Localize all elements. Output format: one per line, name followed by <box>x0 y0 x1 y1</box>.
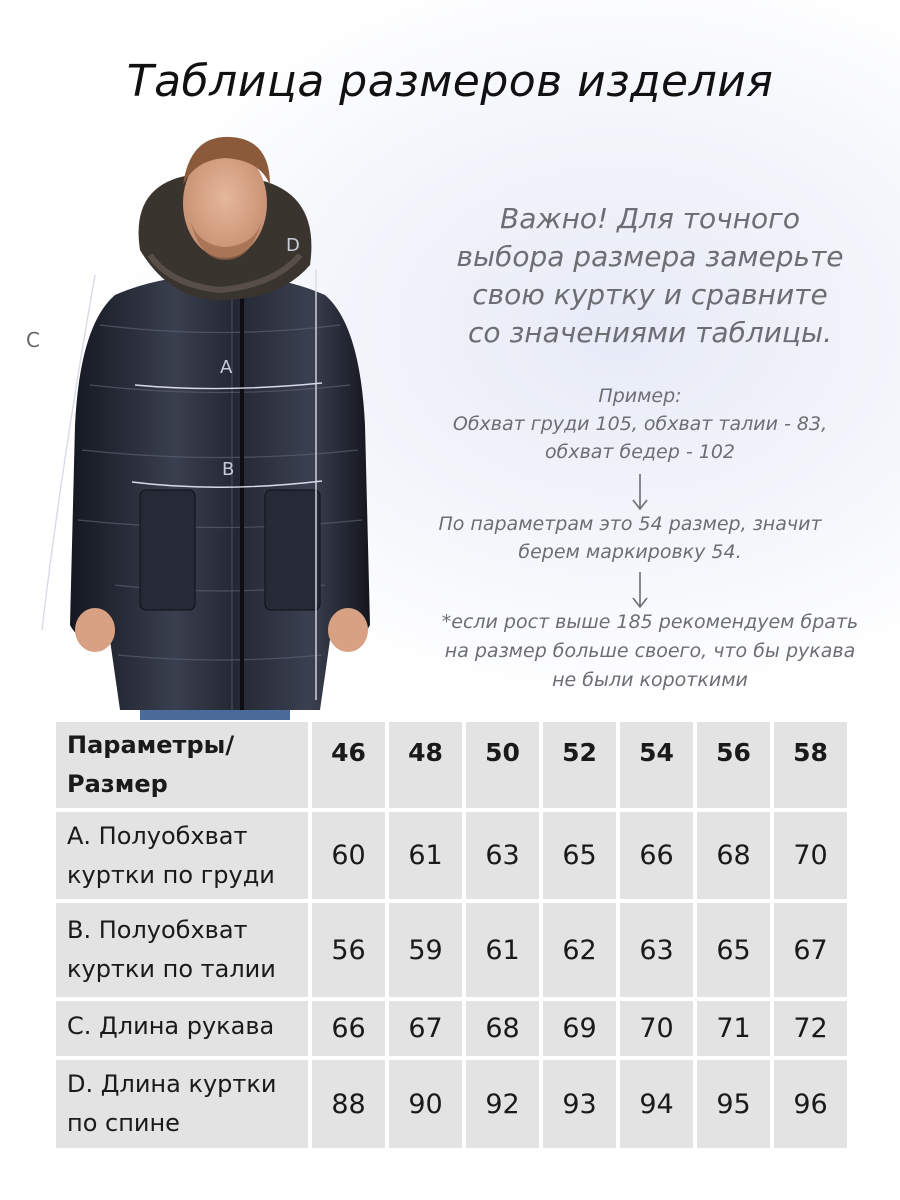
footnote-line: не были короткими <box>552 669 748 691</box>
value-cell: 65 <box>543 812 616 899</box>
value-cell: 69 <box>543 1001 616 1056</box>
value-cell: 96 <box>774 1060 847 1148</box>
size-header-cell: 46 <box>312 722 385 808</box>
row-param-cell <box>56 812 308 899</box>
value-cell: 61 <box>466 903 539 997</box>
footnote <box>400 608 900 695</box>
value-cell: 72 <box>774 1001 847 1056</box>
row-param-line: по спине <box>67 1109 180 1137</box>
value-cell: 65 <box>697 903 770 997</box>
result-line: берем маркировку 54. <box>518 541 742 563</box>
measure-label-c: C <box>26 328 40 352</box>
note-line: свою куртку и сравните <box>472 278 828 311</box>
value-cell: 88 <box>312 1060 385 1148</box>
row-param-line: А. Полуобхват <box>67 821 248 850</box>
row-param-line: В. Полуобхват <box>67 916 248 944</box>
measure-label-a: A <box>220 357 233 378</box>
row-param-line: С. Длина рукава <box>67 1012 275 1040</box>
pocket-left <box>140 490 195 610</box>
measure-label-b: B <box>222 459 235 480</box>
value-cell: 71 <box>697 1001 770 1056</box>
note-line: выбора размера замерьте <box>456 240 844 273</box>
table-row <box>56 1060 847 1148</box>
important-note <box>400 200 900 352</box>
down-arrow-icon <box>630 570 650 610</box>
size-table <box>52 718 851 1152</box>
down-arrow-icon <box>630 472 650 512</box>
value-cell: 59 <box>389 903 462 997</box>
table-row <box>56 903 847 997</box>
value-cell: 68 <box>697 812 770 899</box>
value-cell: 90 <box>389 1060 462 1148</box>
value-cell: 61 <box>389 812 462 899</box>
value-cell: 66 <box>620 812 693 899</box>
table-header-row <box>56 722 847 808</box>
row-param-cell <box>56 1060 308 1148</box>
note-line: со значениями таблицы. <box>467 316 832 349</box>
size-header-cell: 50 <box>466 722 539 808</box>
footnote-line: на размер больше своего, что бы рукава <box>444 640 856 662</box>
measure-label-d: D <box>286 235 300 256</box>
table-row <box>56 812 847 899</box>
size-header-cell: 58 <box>774 722 847 808</box>
value-cell: 56 <box>312 903 385 997</box>
example-line: обхват бедер - 102 <box>544 441 736 463</box>
value-cell: 66 <box>312 1001 385 1056</box>
header-param-line: Параметры/ <box>67 731 235 759</box>
value-cell: 67 <box>774 903 847 997</box>
value-cell: 68 <box>466 1001 539 1056</box>
note-line: Важно! Для точного <box>500 202 800 235</box>
hand-left <box>75 608 115 652</box>
hand-right <box>328 608 368 652</box>
size-header-cell: 52 <box>543 722 616 808</box>
size-header-cell: 56 <box>697 722 770 808</box>
size-header-cell: 54 <box>620 722 693 808</box>
value-cell: 63 <box>466 812 539 899</box>
size-header-cell: 48 <box>389 722 462 808</box>
value-cell: 67 <box>389 1001 462 1056</box>
value-cell: 93 <box>543 1060 616 1148</box>
jacket-body <box>70 275 370 710</box>
value-cell: 70 <box>620 1001 693 1056</box>
result-block <box>392 510 868 566</box>
value-cell: 95 <box>697 1060 770 1148</box>
row-param-line: куртки по груди <box>67 860 275 889</box>
header-param-cell <box>56 722 308 808</box>
pocket-right <box>265 490 320 610</box>
value-cell: 92 <box>466 1060 539 1148</box>
example-line: Обхват груди 105, обхват талии - 83, <box>452 413 828 435</box>
value-cell: 70 <box>774 812 847 899</box>
value-cell: 94 <box>620 1060 693 1148</box>
example-block <box>400 382 880 466</box>
value-cell: 62 <box>543 903 616 997</box>
page-title: Таблица размеров изделия <box>126 56 774 107</box>
result-line: По параметрам это 54 размер, значит <box>438 513 822 535</box>
row-param-line: куртки по талии <box>67 955 276 983</box>
row-param-cell <box>56 903 308 997</box>
row-param-line: D. Длина куртки <box>67 1070 277 1098</box>
footnote-line: *если рост выше 185 рекомендуем брать <box>441 611 859 633</box>
value-cell: 60 <box>312 812 385 899</box>
table-row <box>56 1001 847 1056</box>
jacket-photo <box>20 125 400 720</box>
row-param-cell <box>56 1001 308 1056</box>
value-cell: 63 <box>620 903 693 997</box>
example-line: Пример: <box>598 385 682 407</box>
header-param-line: Размер <box>67 770 168 798</box>
